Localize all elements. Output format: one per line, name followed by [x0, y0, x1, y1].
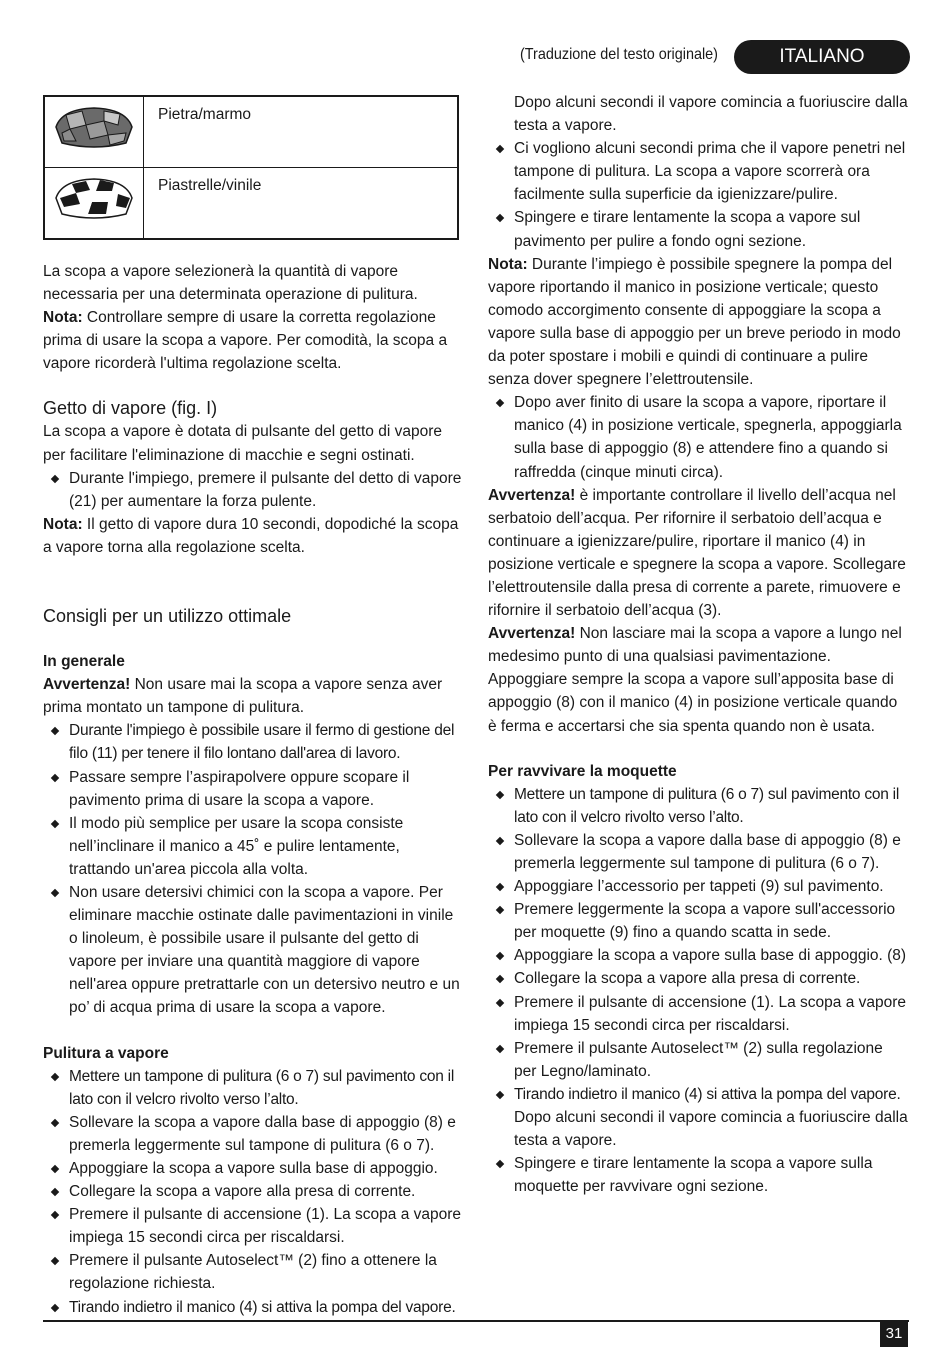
warning-label: Avvertenza! — [488, 625, 576, 643]
warning-label: Avvertenza! — [488, 486, 576, 504]
note-text: Controllare sempre di usare la corretta regolazione prima di usare la scopa a vapore. Per comodità, la scopa a vapore ricorderà l'ultima regolazione scelta. — [43, 309, 448, 373]
continuation-paragraph: Dopo alcuni secondi il vapore comincia a fuoriuscire dalla testa a vapore. — [514, 1109, 908, 1150]
list-item: Sollevare la scopa a vapore dalla base di appoggio (8) e premerla leggermente sul tampone di pulitura (6 o 7). — [488, 829, 908, 875]
note-paragraph — [488, 253, 908, 392]
table-row — [44, 96, 458, 168]
continuation-paragraph: Dopo alcuni secondi il vapore comincia a fuoriuscire dalla testa a vapore. — [514, 94, 908, 135]
list-item: Dopo aver finito di usare la scopa a vapore, riportare il manico (4) in posizione verticale, spegnerla, appoggiarla sulla base di appoggio (8) e attendere fino a quando si raffredda (cinque minuti circa). — [488, 391, 908, 483]
note-label: Nota: — [43, 515, 83, 533]
list-item: Ci vogliono alcuni secondi prima che il vapore penetri nel tampone di pulitura. La scopa a vapore scorrerà ora facilmente sulla superficie da igienizzare/pulire. — [488, 137, 908, 206]
list-item: Appoggiare la scopa a vapore sulla base di appoggio. (8) — [488, 944, 908, 967]
warning-text: Non lasciare mai la scopa a vapore a lungo nel medesimo punto di una qualsiasi pavimentazione. Appoggiare sempre la scopa a vapore sull’apposita base di appoggio (8) con il manico (4) in posizione verticale quando è ferma e accertarsi che sia spenta quando non è usata. — [488, 625, 902, 735]
list-item: Collegare la scopa a vapore alla presa di corrente. — [43, 1180, 463, 1203]
note-label: Nota: — [488, 255, 528, 273]
carpet-heading: Per ravvivare la moquette — [488, 762, 677, 780]
table-row — [44, 168, 458, 240]
surface-icon-cell — [44, 168, 144, 240]
left-column — [43, 95, 463, 1319]
surface-label: Pietra/marmo — [144, 96, 459, 168]
intro-paragraph: La scopa a vapore selezionerà la quantità di vapore necessaria per una determinata operazione di pulitura. — [43, 263, 418, 304]
list-item: Il modo più semplice per usare la scopa consiste nell’inclinare il manico a 45˚ e pulire lentamente, trattando un'area piccola alla volta. — [43, 812, 463, 881]
page-header — [0, 40, 950, 74]
warning-label: Avvertenza! — [43, 676, 131, 694]
list-item: Premere leggermente la scopa a vapore sull'accessorio per moquette (9) fino a quando scatta in sede. — [488, 898, 908, 944]
warning-paragraph — [43, 673, 463, 719]
steam-jet-heading: Getto di vapore (fig. I) — [43, 398, 218, 419]
list-item: Appoggiare l’accessorio per tappeti (9) sul pavimento. — [488, 875, 908, 898]
steam-clean-list — [43, 1065, 463, 1319]
list-item: Non usare detersivi chimici con la scopa a vapore. Per eliminare macchie ostinate dalle pavimentazioni in vinile o linoleum, è possibile usare il pulsante del getto di vapore per inviare una quantità maggiore di vapore nell'area oppure pretrattarle con un detersivo neutro e un po’ di acqua prima di usare la scopa a vapore. — [43, 881, 463, 1020]
list-item: Mettere un tampone di pulitura (6 o 7) sul pavimento con il lato con il velcro rivolto verso l’alto. — [43, 1065, 463, 1111]
surface-label: Piastrelle/vinile — [144, 168, 459, 240]
usage-list — [488, 137, 908, 252]
list-item: Sollevare la scopa a vapore dalla base di appoggio (8) e premerla leggermente sul tampone di pulitura (6 o 7). — [43, 1111, 463, 1157]
list-item: Appoggiare la scopa a vapore sulla base di appoggio. — [43, 1157, 463, 1180]
note-paragraph — [43, 306, 463, 375]
list-item: Tirando indietro il manico (4) si attiva la pompa del vapore. — [43, 1296, 463, 1319]
note-text: Il getto di vapore dura 10 secondi, dopodiché la scopa a vapore torna alla regolazione scelta. — [43, 515, 459, 556]
warning-text: Non usare mai la scopa a vapore senza aver prima montato un tampone di pulitura. — [43, 676, 443, 717]
list-item: Durante l'impiego è possibile usare il fermo di gestione del filo (11) per tenere il filo lontano dall'area di lavoro. — [43, 719, 463, 765]
steam-jet-paragraph: La scopa a vapore è dotata di pulsante del getto di vapore per facilitare l'eliminazione di macchie e segni ostinati. — [43, 423, 442, 464]
translation-note: (Traduzione del testo originale) — [520, 46, 718, 63]
list-item: Spingere e tirare lentamente la scopa a vapore sulla moquette per ravvivare ogni sezione. — [488, 1152, 908, 1198]
list-item: Premere il pulsante Autoselect™ (2) fino a ottenere la regolazione richiesta. — [43, 1249, 463, 1295]
carpet-list-end — [488, 1152, 908, 1198]
list-item: Collegare la scopa a vapore alla presa di corrente. — [488, 967, 908, 990]
right-column — [488, 91, 908, 1198]
after-use-list — [488, 391, 908, 483]
floor-surface-table — [43, 95, 459, 240]
list-item: Spingere e tirare lentamente la scopa a vapore sul pavimento per pulire a fondo ogni sezione. — [488, 206, 908, 252]
general-list — [43, 719, 463, 1019]
note-paragraph — [43, 513, 463, 559]
note-text: Durante l’impiego è possibile spegnere la pompa del vapore riportando il manico in posizione verticale; questo comodo accorgimento consente di appoggiare la scopa a vapore sulla base di appoggio per un breve periodo in modo da poter spostare i mobili e quindi di continuare a pulire senza dover spegnere l’elettroutensile. — [488, 255, 901, 389]
tiles-vinyl-floor-icon — [52, 176, 136, 222]
general-heading: In generale — [43, 653, 125, 671]
footer-rule — [43, 1320, 909, 1322]
steam-clean-heading: Pulitura a vapore — [43, 1044, 169, 1062]
note-label: Nota: — [43, 309, 83, 327]
warning-paragraph — [488, 484, 908, 623]
list-item: Mettere un tampone di pulitura (6 o 7) sul pavimento con il lato con il velcro rivolto verso l’alto. — [488, 783, 908, 829]
warning-paragraph — [488, 622, 908, 737]
language-badge: ITALIANO — [734, 40, 910, 74]
list-item: Premere il pulsante di accensione (1). La scopa a vapore impiega 15 secondi circa per riscaldarsi. — [43, 1203, 463, 1249]
list-item: Durante l'impiego, premere il pulsante del detto di vapore (21) per aumentare la forza pulente. — [43, 467, 463, 513]
steam-jet-list — [43, 467, 463, 513]
carpet-list — [488, 783, 908, 1106]
tips-heading: Consigli per un utilizzo ottimale — [43, 606, 292, 627]
stone-marble-floor-icon — [52, 105, 136, 151]
surface-icon-cell — [44, 96, 144, 168]
list-item: Tirando indietro il manico (4) si attiva la pompa del vapore. — [488, 1083, 908, 1106]
warning-text: è importante controllare il livello dell’acqua nel serbatoio dell’acqua. Per rifornire il serbatoio dell’acqua e continuare a igienizzare/pulire, riportare il manico (4) in posizione verticale e spegnere la scopa a vapore. Scollegare l’elettroutensile dalla presa di corrente a parete, rimuovere e rifornire il serbatoio dell’acqua (3). — [488, 486, 906, 620]
list-item: Premere il pulsante di accensione (1). La scopa a vapore impiega 15 secondi circa per riscaldarsi. — [488, 991, 908, 1037]
list-item: Premere il pulsante Autoselect™ (2) sulla regolazione per Legno/laminato. — [488, 1037, 908, 1083]
list-item: Passare sempre l’aspirapolvere oppure scopare il pavimento prima di usare la scopa a vapore. — [43, 766, 463, 812]
page-number: 31 — [880, 1321, 908, 1347]
